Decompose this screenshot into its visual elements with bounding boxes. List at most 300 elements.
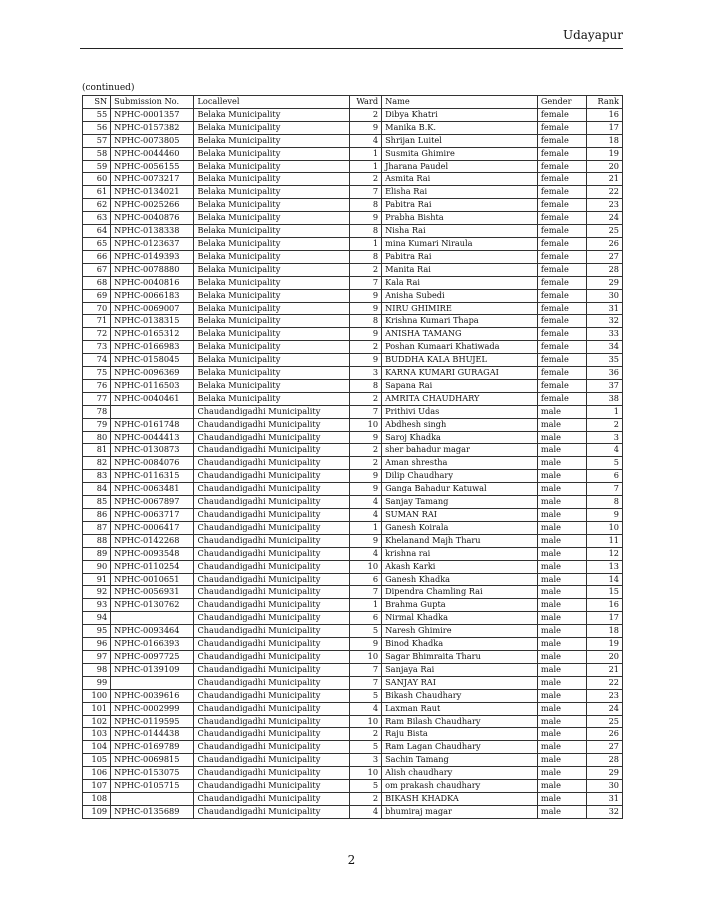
sn-cell: 77 bbox=[83, 392, 111, 405]
ward-cell: 7 bbox=[349, 586, 381, 599]
table-header-row bbox=[83, 96, 623, 109]
sn-cell: 62 bbox=[83, 199, 111, 212]
sn-cell: 64 bbox=[83, 225, 111, 238]
name-cell: BUDDHA KALA BHUJEL bbox=[382, 354, 538, 367]
gender-cell: male bbox=[537, 715, 586, 728]
name-cell: Pabitra Rai bbox=[382, 199, 538, 212]
submission-no-cell: NPHC-0063717 bbox=[111, 509, 194, 522]
name-cell: Alish chaudhary bbox=[382, 767, 538, 780]
table-row bbox=[83, 483, 623, 496]
rank-cell: 28 bbox=[587, 754, 623, 767]
name-cell: bhumiraj magar bbox=[382, 805, 538, 818]
locallevel-cell: Chaudandigadhi Municipality bbox=[194, 638, 349, 651]
submission-no-cell: NPHC-0119595 bbox=[111, 715, 194, 728]
name-cell: Ram Lagan Chaudhary bbox=[382, 741, 538, 754]
name-cell: Sachin Tamang bbox=[382, 754, 538, 767]
submission-no-cell: NPHC-0157382 bbox=[111, 121, 194, 134]
gender-cell: female bbox=[537, 302, 586, 315]
submission-no-cell: NPHC-0084076 bbox=[111, 457, 194, 470]
rank-cell: 30 bbox=[587, 289, 623, 302]
sn-cell: 81 bbox=[83, 444, 111, 457]
locallevel-cell: Belaka Municipality bbox=[194, 392, 349, 405]
sn-cell: 92 bbox=[83, 586, 111, 599]
ward-cell: 6 bbox=[349, 573, 381, 586]
sn-cell: 90 bbox=[83, 560, 111, 573]
rank-cell: 25 bbox=[587, 225, 623, 238]
table-row bbox=[83, 263, 623, 276]
submission-no-cell: NPHC-0056155 bbox=[111, 160, 194, 173]
rank-cell: 19 bbox=[587, 638, 623, 651]
rank-cell: 6 bbox=[587, 470, 623, 483]
gender-cell: male bbox=[537, 470, 586, 483]
sn-cell: 89 bbox=[83, 547, 111, 560]
gender-cell: male bbox=[537, 509, 586, 522]
name-cell: Aman shrestha bbox=[382, 457, 538, 470]
name-cell: Ganga Bahadur Katuwal bbox=[382, 483, 538, 496]
name-cell: Nirmal Khadka bbox=[382, 612, 538, 625]
ward-cell: 8 bbox=[349, 250, 381, 263]
name-cell: Shrijan Luitel bbox=[382, 134, 538, 147]
ward-cell: 6 bbox=[349, 612, 381, 625]
submission-no-cell: NPHC-0056931 bbox=[111, 586, 194, 599]
submission-no-cell: NPHC-0116503 bbox=[111, 379, 194, 392]
page-number: 2 bbox=[347, 853, 356, 867]
submission-no-cell bbox=[111, 612, 194, 625]
locallevel-cell: Chaudandigadhi Municipality bbox=[194, 431, 349, 444]
submission-no-cell: NPHC-0040816 bbox=[111, 276, 194, 289]
name-cell: SANJAY RAI bbox=[382, 676, 538, 689]
rank-cell: 12 bbox=[587, 547, 623, 560]
rank-cell: 35 bbox=[587, 354, 623, 367]
rank-cell: 14 bbox=[587, 573, 623, 586]
locallevel-cell: Belaka Municipality bbox=[194, 302, 349, 315]
rank-cell: 17 bbox=[587, 121, 623, 134]
ward-cell: 9 bbox=[349, 121, 381, 134]
locallevel-cell: Chaudandigadhi Municipality bbox=[194, 663, 349, 676]
rank-cell: 19 bbox=[587, 147, 623, 160]
rank-cell: 31 bbox=[587, 792, 623, 805]
table-row bbox=[83, 715, 623, 728]
ward-cell: 1 bbox=[349, 521, 381, 534]
gender-cell: male bbox=[537, 792, 586, 805]
rank-cell: 4 bbox=[587, 444, 623, 457]
table-row bbox=[83, 728, 623, 741]
submission-no-cell: NPHC-0169789 bbox=[111, 741, 194, 754]
ward-cell: 2 bbox=[349, 263, 381, 276]
table-row bbox=[83, 147, 623, 160]
table-row bbox=[83, 186, 623, 199]
table-row bbox=[83, 767, 623, 780]
rank-cell: 24 bbox=[587, 212, 623, 225]
table-row bbox=[83, 805, 623, 818]
name-cell: Pabitra Rai bbox=[382, 250, 538, 263]
sn-cell: 69 bbox=[83, 289, 111, 302]
gender-cell: male bbox=[537, 702, 586, 715]
name-cell: mina Kumari Niraula bbox=[382, 237, 538, 250]
name-cell: Sanjay Tamang bbox=[382, 496, 538, 509]
ward-cell: 2 bbox=[349, 173, 381, 186]
locallevel-cell: Chaudandigadhi Municipality bbox=[194, 521, 349, 534]
submission-no-cell: NPHC-0105715 bbox=[111, 780, 194, 793]
name-cell: Laxman Raut bbox=[382, 702, 538, 715]
table-body bbox=[83, 108, 623, 818]
gender-cell: male bbox=[537, 521, 586, 534]
locallevel-cell: Belaka Municipality bbox=[194, 147, 349, 160]
submission-no-cell: NPHC-0069815 bbox=[111, 754, 194, 767]
ward-cell: 1 bbox=[349, 237, 381, 250]
rank-cell: 17 bbox=[587, 612, 623, 625]
gender-cell: female bbox=[537, 379, 586, 392]
rank-cell: 22 bbox=[587, 186, 623, 199]
sn-cell: 87 bbox=[83, 521, 111, 534]
locallevel-cell: Belaka Municipality bbox=[194, 289, 349, 302]
name-cell: Akash Karki bbox=[382, 560, 538, 573]
table-row bbox=[83, 599, 623, 612]
submission-no-cell: NPHC-0138338 bbox=[111, 225, 194, 238]
sn-cell: 80 bbox=[83, 431, 111, 444]
sn-cell: 71 bbox=[83, 315, 111, 328]
table-row bbox=[83, 315, 623, 328]
gender-cell: male bbox=[537, 431, 586, 444]
sn-cell: 72 bbox=[83, 328, 111, 341]
rank-cell: 16 bbox=[587, 599, 623, 612]
table-row bbox=[83, 212, 623, 225]
submission-no-cell bbox=[111, 405, 194, 418]
table-row bbox=[83, 276, 623, 289]
sn-cell: 86 bbox=[83, 509, 111, 522]
column-header-gender: Gender bbox=[537, 96, 586, 109]
locallevel-cell: Belaka Municipality bbox=[194, 367, 349, 380]
gender-cell: female bbox=[537, 121, 586, 134]
ward-cell: 4 bbox=[349, 496, 381, 509]
submission-no-cell: NPHC-0135689 bbox=[111, 805, 194, 818]
submission-no-cell: NPHC-0093464 bbox=[111, 625, 194, 638]
submission-no-cell: NPHC-0096369 bbox=[111, 367, 194, 380]
rank-cell: 22 bbox=[587, 676, 623, 689]
ward-cell: 1 bbox=[349, 599, 381, 612]
rank-cell: 16 bbox=[587, 108, 623, 121]
sn-cell: 102 bbox=[83, 715, 111, 728]
gender-cell: female bbox=[537, 134, 586, 147]
locallevel-cell: Chaudandigadhi Municipality bbox=[194, 625, 349, 638]
name-cell: KARNA KUMARI GURAGAI bbox=[382, 367, 538, 380]
sn-cell: 100 bbox=[83, 689, 111, 702]
sn-cell: 107 bbox=[83, 780, 111, 793]
name-cell: Sapana Rai bbox=[382, 379, 538, 392]
gender-cell: male bbox=[537, 405, 586, 418]
name-cell: krishna rai bbox=[382, 547, 538, 560]
locallevel-cell: Belaka Municipality bbox=[194, 341, 349, 354]
submission-no-cell: NPHC-0149393 bbox=[111, 250, 194, 263]
name-cell: Manita Rai bbox=[382, 263, 538, 276]
locallevel-cell: Belaka Municipality bbox=[194, 186, 349, 199]
sn-cell: 55 bbox=[83, 108, 111, 121]
submission-no-cell: NPHC-0166393 bbox=[111, 638, 194, 651]
locallevel-cell: Chaudandigadhi Municipality bbox=[194, 509, 349, 522]
gender-cell: male bbox=[537, 741, 586, 754]
gender-cell: male bbox=[537, 547, 586, 560]
table-row bbox=[83, 250, 623, 263]
name-cell: Manika B.K. bbox=[382, 121, 538, 134]
ward-cell: 1 bbox=[349, 147, 381, 160]
rank-cell: 32 bbox=[587, 315, 623, 328]
table-row bbox=[83, 328, 623, 341]
table-row bbox=[83, 792, 623, 805]
gender-cell: male bbox=[537, 496, 586, 509]
locallevel-cell: Belaka Municipality bbox=[194, 160, 349, 173]
locallevel-cell: Belaka Municipality bbox=[194, 354, 349, 367]
column-header-rank: Rank bbox=[587, 96, 623, 109]
gender-cell: female bbox=[537, 341, 586, 354]
name-cell: Nisha Rai bbox=[382, 225, 538, 238]
gender-cell: female bbox=[537, 328, 586, 341]
sn-cell: 67 bbox=[83, 263, 111, 276]
gender-cell: male bbox=[537, 534, 586, 547]
sn-cell: 108 bbox=[83, 792, 111, 805]
rank-cell: 37 bbox=[587, 379, 623, 392]
ward-cell: 4 bbox=[349, 134, 381, 147]
gender-cell: female bbox=[537, 276, 586, 289]
submission-no-cell: NPHC-0134021 bbox=[111, 186, 194, 199]
rank-cell: 28 bbox=[587, 263, 623, 276]
table-row bbox=[83, 780, 623, 793]
gender-cell: male bbox=[537, 805, 586, 818]
submission-no-cell: NPHC-0073805 bbox=[111, 134, 194, 147]
ward-cell: 7 bbox=[349, 663, 381, 676]
locallevel-cell: Chaudandigadhi Municipality bbox=[194, 689, 349, 702]
sn-cell: 57 bbox=[83, 134, 111, 147]
table-row bbox=[83, 237, 623, 250]
name-cell: Raju Bista bbox=[382, 728, 538, 741]
name-cell: Sagar Bhimraita Tharu bbox=[382, 650, 538, 663]
locallevel-cell: Chaudandigadhi Municipality bbox=[194, 586, 349, 599]
gender-cell: female bbox=[537, 108, 586, 121]
sn-cell: 101 bbox=[83, 702, 111, 715]
name-cell: Khelanand Majh Tharu bbox=[382, 534, 538, 547]
ward-cell: 8 bbox=[349, 379, 381, 392]
ward-cell: 4 bbox=[349, 509, 381, 522]
ward-cell: 3 bbox=[349, 367, 381, 380]
locallevel-cell: Chaudandigadhi Municipality bbox=[194, 702, 349, 715]
sn-cell: 97 bbox=[83, 650, 111, 663]
table-row bbox=[83, 289, 623, 302]
locallevel-cell: Chaudandigadhi Municipality bbox=[194, 470, 349, 483]
name-cell: NIRU GHIMIRE bbox=[382, 302, 538, 315]
table-row bbox=[83, 547, 623, 560]
submission-no-cell: NPHC-0158045 bbox=[111, 354, 194, 367]
gender-cell: female bbox=[537, 237, 586, 250]
name-cell: Kala Rai bbox=[382, 276, 538, 289]
table-row bbox=[83, 379, 623, 392]
sn-cell: 63 bbox=[83, 212, 111, 225]
table-row bbox=[83, 702, 623, 715]
name-cell: ANISHA TAMANG bbox=[382, 328, 538, 341]
locallevel-cell: Belaka Municipality bbox=[194, 225, 349, 238]
gender-cell: male bbox=[537, 689, 586, 702]
locallevel-cell: Chaudandigadhi Municipality bbox=[194, 534, 349, 547]
ward-cell: 2 bbox=[349, 392, 381, 405]
sn-cell: 73 bbox=[83, 341, 111, 354]
table-row bbox=[83, 302, 623, 315]
ward-cell: 9 bbox=[349, 302, 381, 315]
sn-cell: 70 bbox=[83, 302, 111, 315]
locallevel-cell: Chaudandigadhi Municipality bbox=[194, 767, 349, 780]
column-header-submission-no: Submission No. bbox=[111, 96, 194, 109]
sn-cell: 106 bbox=[83, 767, 111, 780]
locallevel-cell: Belaka Municipality bbox=[194, 173, 349, 186]
table-row bbox=[83, 470, 623, 483]
table-row bbox=[83, 496, 623, 509]
submission-no-cell: NPHC-0138315 bbox=[111, 315, 194, 328]
locallevel-cell: Chaudandigadhi Municipality bbox=[194, 741, 349, 754]
sn-cell: 85 bbox=[83, 496, 111, 509]
gender-cell: male bbox=[537, 483, 586, 496]
rank-cell: 24 bbox=[587, 702, 623, 715]
table-row bbox=[83, 367, 623, 380]
gender-cell: male bbox=[537, 418, 586, 431]
sn-cell: 76 bbox=[83, 379, 111, 392]
sn-cell: 93 bbox=[83, 599, 111, 612]
rank-cell: 18 bbox=[587, 134, 623, 147]
table-row bbox=[83, 444, 623, 457]
ward-cell: 7 bbox=[349, 186, 381, 199]
table-row bbox=[83, 754, 623, 767]
name-cell: SUMAN RAI bbox=[382, 509, 538, 522]
table-row bbox=[83, 108, 623, 121]
name-cell: Dibya Khatri bbox=[382, 108, 538, 121]
gender-cell: female bbox=[537, 289, 586, 302]
sn-cell: 78 bbox=[83, 405, 111, 418]
ward-cell: 9 bbox=[349, 470, 381, 483]
gender-cell: male bbox=[537, 612, 586, 625]
table-row bbox=[83, 225, 623, 238]
locallevel-cell: Chaudandigadhi Municipality bbox=[194, 612, 349, 625]
ward-cell: 4 bbox=[349, 702, 381, 715]
name-cell: Prabha Bishta bbox=[382, 212, 538, 225]
submission-no-cell: NPHC-0025266 bbox=[111, 199, 194, 212]
gender-cell: female bbox=[537, 250, 586, 263]
locallevel-cell: Belaka Municipality bbox=[194, 276, 349, 289]
submission-no-cell: NPHC-0073217 bbox=[111, 173, 194, 186]
ward-cell: 5 bbox=[349, 625, 381, 638]
sn-cell: 83 bbox=[83, 470, 111, 483]
rank-cell: 34 bbox=[587, 341, 623, 354]
locallevel-cell: Belaka Municipality bbox=[194, 121, 349, 134]
gender-cell: female bbox=[537, 367, 586, 380]
table-row bbox=[83, 741, 623, 754]
gender-cell: female bbox=[537, 392, 586, 405]
rank-cell: 36 bbox=[587, 367, 623, 380]
sn-cell: 84 bbox=[83, 483, 111, 496]
table-row bbox=[83, 689, 623, 702]
rank-cell: 10 bbox=[587, 521, 623, 534]
name-cell: Saroj Khadka bbox=[382, 431, 538, 444]
name-cell: Anisha Subedi bbox=[382, 289, 538, 302]
rank-cell: 27 bbox=[587, 741, 623, 754]
rank-cell: 31 bbox=[587, 302, 623, 315]
rank-cell: 26 bbox=[587, 728, 623, 741]
name-cell: Ram Bilash Chaudhary bbox=[382, 715, 538, 728]
sn-cell: 103 bbox=[83, 728, 111, 741]
submission-no-cell bbox=[111, 676, 194, 689]
rank-cell: 27 bbox=[587, 250, 623, 263]
table-row bbox=[83, 405, 623, 418]
ward-cell: 5 bbox=[349, 780, 381, 793]
rank-cell: 8 bbox=[587, 496, 623, 509]
rank-cell: 32 bbox=[587, 805, 623, 818]
name-cell: Abdhesh singh bbox=[382, 418, 538, 431]
submission-no-cell: NPHC-0006417 bbox=[111, 521, 194, 534]
name-cell: Brahma Gupta bbox=[382, 599, 538, 612]
sn-cell: 56 bbox=[83, 121, 111, 134]
column-header-name: Name bbox=[382, 96, 538, 109]
locallevel-cell: Belaka Municipality bbox=[194, 199, 349, 212]
sn-cell: 104 bbox=[83, 741, 111, 754]
locallevel-cell: Belaka Municipality bbox=[194, 237, 349, 250]
ward-cell: 2 bbox=[349, 457, 381, 470]
ward-cell: 9 bbox=[349, 354, 381, 367]
locallevel-cell: Chaudandigadhi Municipality bbox=[194, 483, 349, 496]
sn-cell: 82 bbox=[83, 457, 111, 470]
locallevel-cell: Chaudandigadhi Municipality bbox=[194, 650, 349, 663]
name-cell: Jharana Paudel bbox=[382, 160, 538, 173]
submission-no-cell: NPHC-0001357 bbox=[111, 108, 194, 121]
locallevel-cell: Chaudandigadhi Municipality bbox=[194, 715, 349, 728]
name-cell: Ganesh Koirala bbox=[382, 521, 538, 534]
gender-cell: female bbox=[537, 147, 586, 160]
table-row bbox=[83, 534, 623, 547]
ward-cell: 4 bbox=[349, 547, 381, 560]
rank-cell: 29 bbox=[587, 276, 623, 289]
ward-cell: 8 bbox=[349, 199, 381, 212]
name-cell: AMRITA CHAUDHARY bbox=[382, 392, 538, 405]
locallevel-cell: Belaka Municipality bbox=[194, 212, 349, 225]
ward-cell: 7 bbox=[349, 276, 381, 289]
submission-no-cell: NPHC-0116315 bbox=[111, 470, 194, 483]
submission-no-cell: NPHC-0069007 bbox=[111, 302, 194, 315]
name-cell: Bikash Chaudhary bbox=[382, 689, 538, 702]
ward-cell: 7 bbox=[349, 405, 381, 418]
table-row bbox=[83, 354, 623, 367]
rank-cell: 9 bbox=[587, 509, 623, 522]
gender-cell: female bbox=[537, 173, 586, 186]
rank-cell: 33 bbox=[587, 328, 623, 341]
ward-cell: 9 bbox=[349, 431, 381, 444]
submission-no-cell: NPHC-0166983 bbox=[111, 341, 194, 354]
rank-cell: 7 bbox=[587, 483, 623, 496]
gender-cell: female bbox=[537, 160, 586, 173]
ward-cell: 9 bbox=[349, 483, 381, 496]
name-cell: BIKASH KHADKA bbox=[382, 792, 538, 805]
locallevel-cell: Chaudandigadhi Municipality bbox=[194, 792, 349, 805]
ward-cell: 9 bbox=[349, 328, 381, 341]
ward-cell: 9 bbox=[349, 638, 381, 651]
ward-cell: 2 bbox=[349, 792, 381, 805]
name-cell: Asmita Rai bbox=[382, 173, 538, 186]
ward-cell: 10 bbox=[349, 715, 381, 728]
ward-cell: 5 bbox=[349, 689, 381, 702]
gender-cell: male bbox=[537, 573, 586, 586]
locallevel-cell: Belaka Municipality bbox=[194, 328, 349, 341]
ward-cell: 1 bbox=[349, 160, 381, 173]
page-header-district: Udayapur bbox=[80, 28, 623, 49]
rank-cell: 20 bbox=[587, 160, 623, 173]
locallevel-cell: Chaudandigadhi Municipality bbox=[194, 560, 349, 573]
name-cell: Susmita Ghimire bbox=[382, 147, 538, 160]
gender-cell: male bbox=[537, 638, 586, 651]
locallevel-cell: Chaudandigadhi Municipality bbox=[194, 728, 349, 741]
rank-cell: 21 bbox=[587, 663, 623, 676]
